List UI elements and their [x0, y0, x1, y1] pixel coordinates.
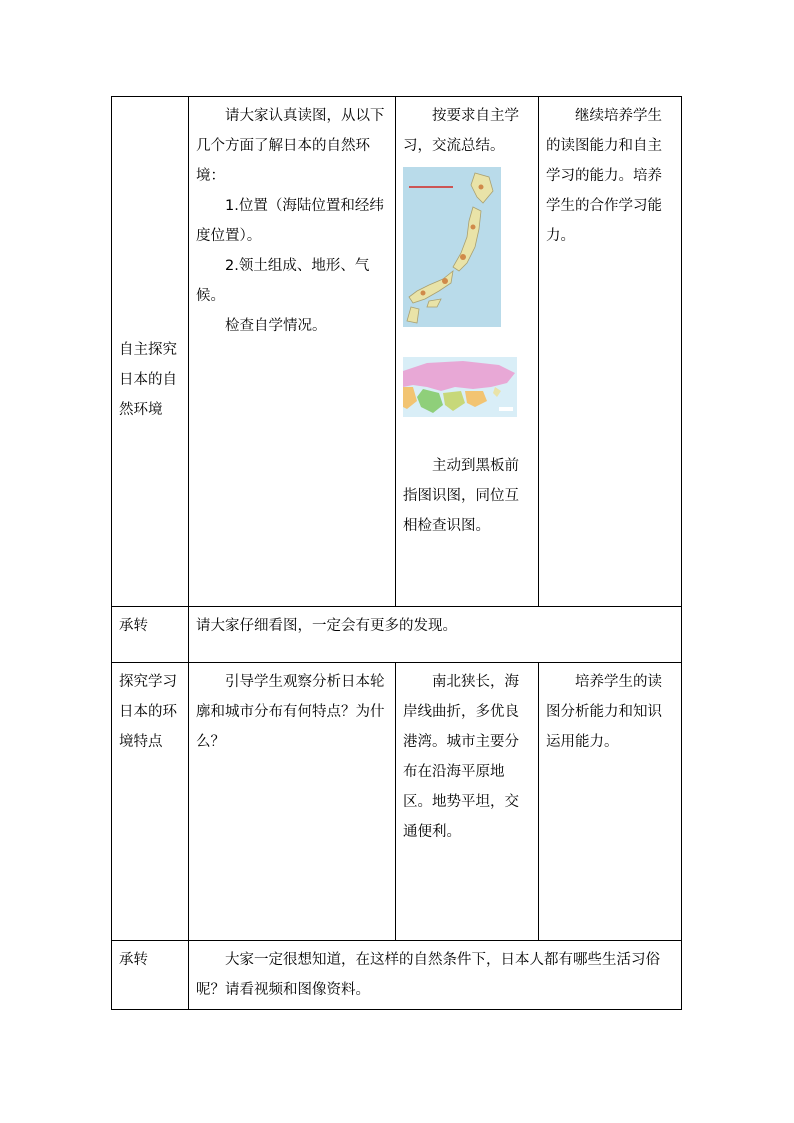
student-activity-cell [396, 663, 539, 941]
intent-text: 继续培养学生的读图能力和自主学习的能力。培养学生的合作学习能力。 [546, 108, 662, 244]
stage-cell [112, 941, 189, 1010]
transition-cell [189, 941, 682, 1010]
teacher-activity-cell [189, 97, 396, 607]
teacher-text: 2.领土组成、地形、气候。 [196, 258, 370, 304]
teacher-text: 请大家认真读图，从以下几个方面了解日本的自然环境： [196, 108, 385, 184]
table-row [112, 663, 682, 941]
design-intent-cell [539, 97, 682, 607]
student-text: 主动到黑板前指图识图，同位互相检查识图。 [403, 458, 519, 534]
stage-cell [112, 97, 189, 607]
stage-cell [112, 607, 189, 663]
transition-cell [189, 607, 682, 663]
japan-map-image [403, 167, 501, 327]
student-text: 按要求自主学习，交流总结。 [403, 108, 519, 154]
student-text: 南北狭长，海岸线曲折，多优良港湾。城市主要分布在沿海平原地区。地势平坦，交通便利。 [403, 674, 519, 840]
teacher-text: 引导学生观察分析日本轮廓和城市分布有何特点？为什么？ [196, 674, 385, 750]
table-row [112, 941, 682, 1010]
stage-label: 探究学习日本的环境特点 [119, 674, 177, 750]
table-row [112, 607, 682, 663]
transition-text: 请大家仔细看图，一定会有更多的发现。 [196, 618, 457, 634]
stage-label: 承转 [119, 618, 148, 634]
teacher-text: 1.位置（海陆位置和经纬度位置）。 [196, 198, 384, 244]
student-activity-cell [396, 97, 539, 607]
transition-text: 大家一定很想知道，在这样的自然条件下，日本人都有哪些生活习俗呢？请看视频和图像资料。 [196, 952, 660, 998]
lesson-plan-table [111, 96, 682, 1010]
stage-label: 承转 [119, 952, 148, 968]
stage-cell [112, 663, 189, 941]
asia-map-image [403, 357, 517, 417]
teacher-activity-cell [189, 663, 396, 941]
design-intent-cell [539, 663, 682, 941]
intent-text: 培养学生的读图分析能力和知识运用能力。 [546, 674, 662, 750]
stage-label: 自主探究日本的自然环境 [119, 341, 177, 418]
table-row [112, 97, 682, 607]
teacher-text: 检查自学情况。 [225, 318, 327, 334]
